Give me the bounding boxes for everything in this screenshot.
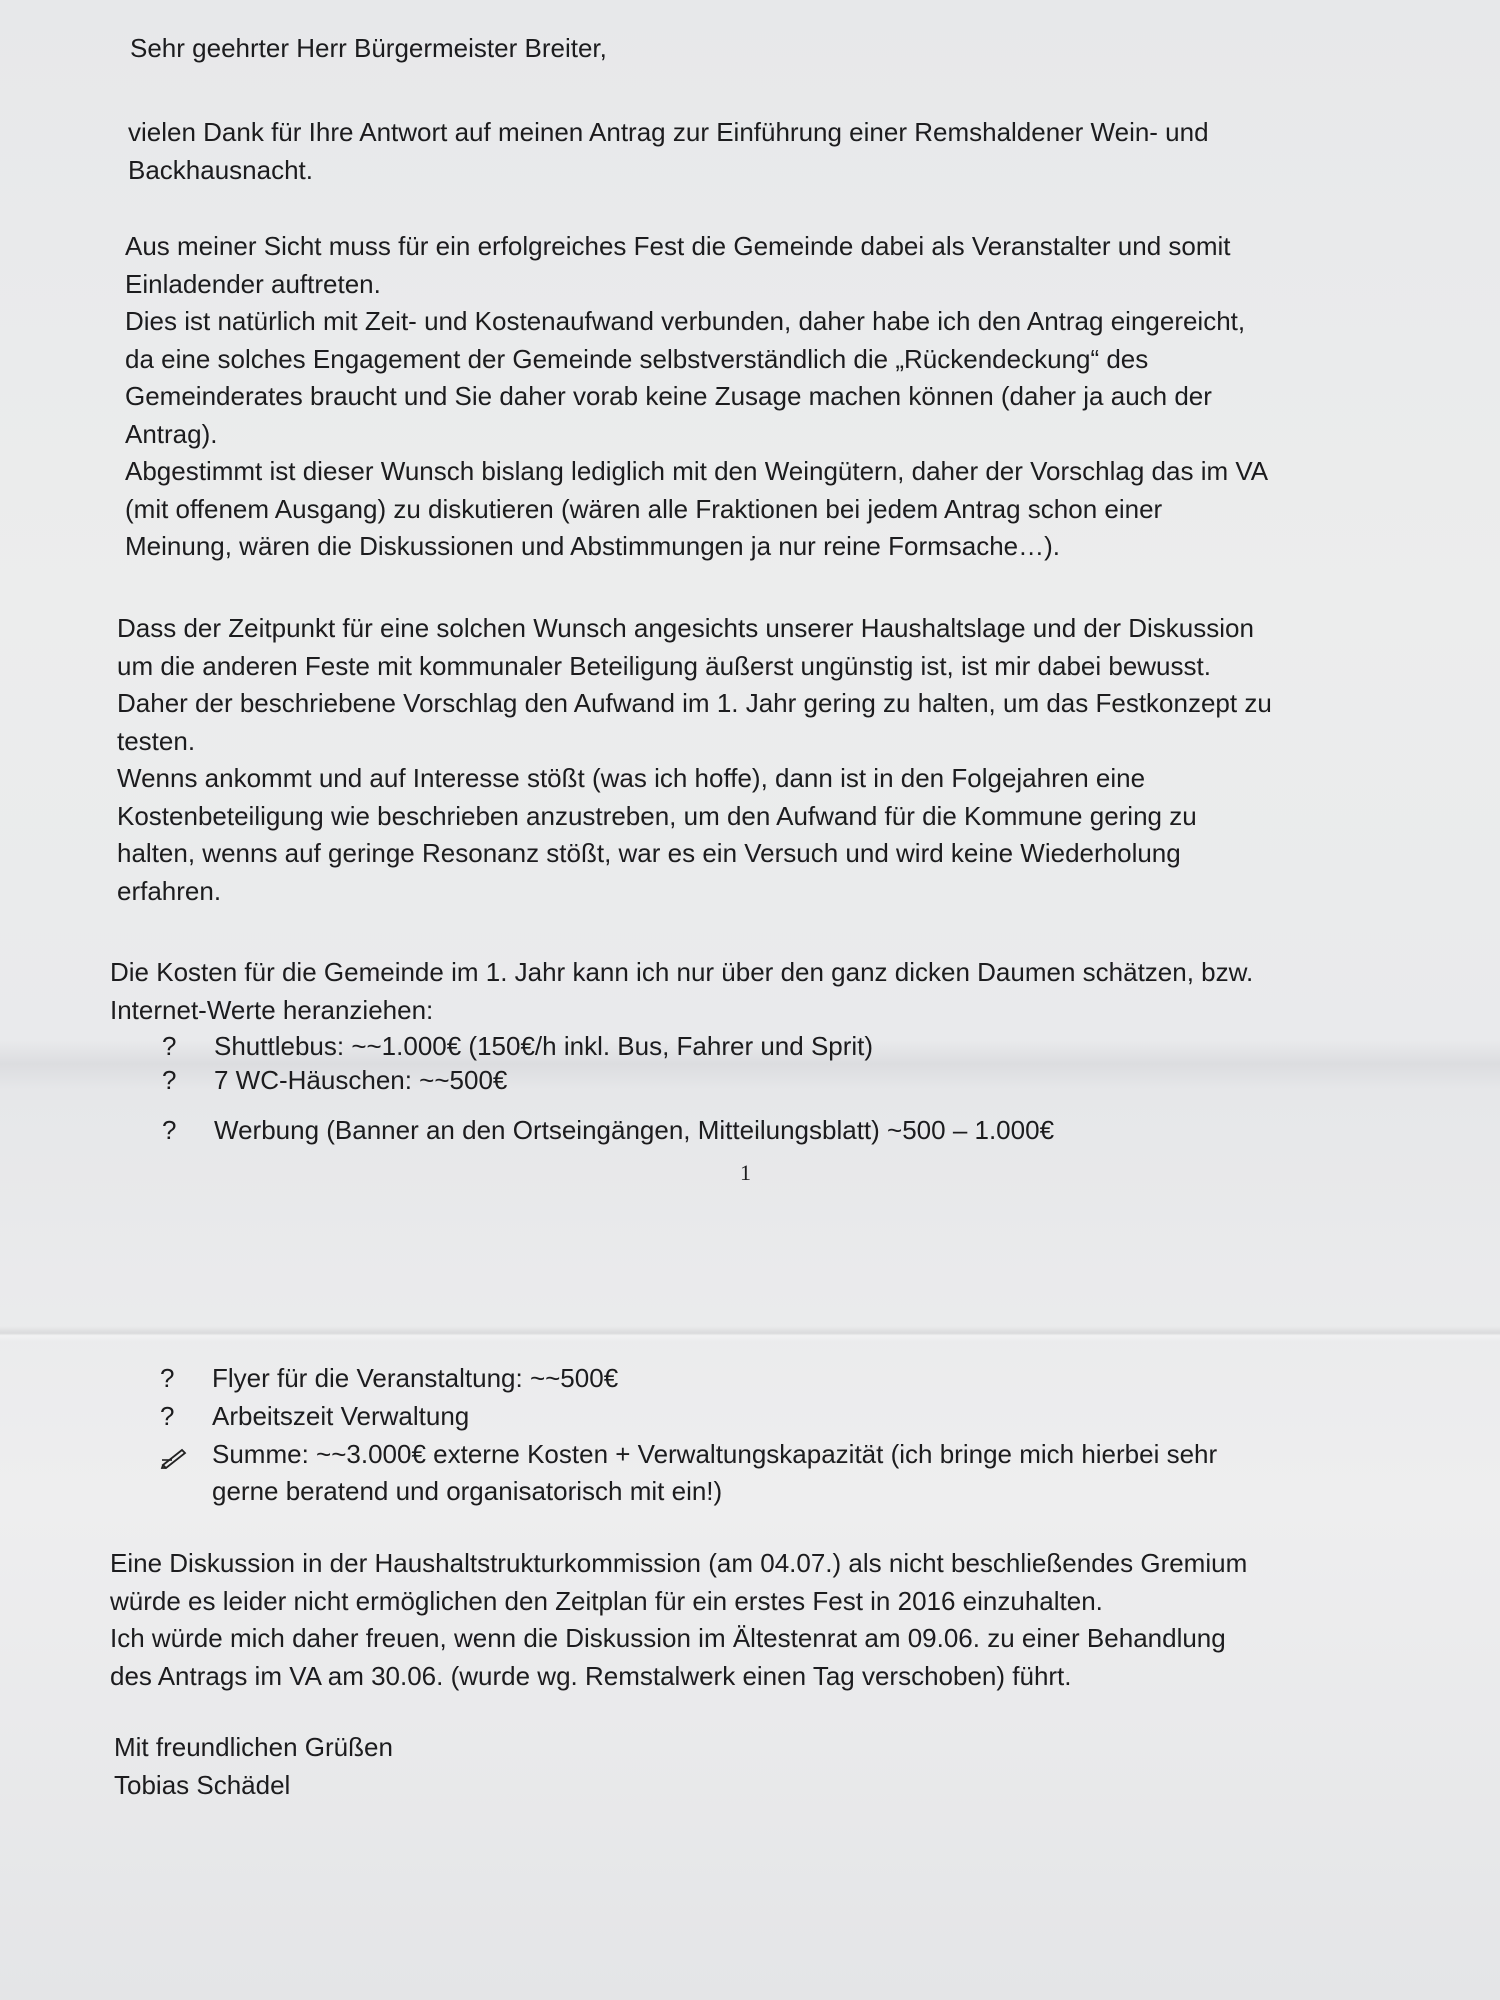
salutation: Sehr geehrter Herr Bürgermeister Breiter, (130, 33, 607, 63)
list-item: ? Flyer für die Veranstaltung: ~~500€ (160, 1363, 619, 1393)
paper-fold (0, 1326, 1500, 1342)
signature: Tobias Schädel (114, 1769, 291, 1800)
paragraph-timing: Dass der Zeitpunkt für eine solchen Wunsch angesichts unserer Haushaltslage und der Diskussion um die anderen Feste mit kommunaler Beteiligung äußerst ungünstig ist, ist mir dabei bewusst. Daher der beschriebene Vorschlag den Aufwand im 1. Jahr gering zu halten, um das Festkonzept zu testen. Wenns ankommt und auf Interesse stößt (was ich hoffe), dann ist in den Folgejahren eine Kostenbeteiligung wie beschrieben anzustreben, um den Aufwand für die Kommune gering zu halten, wenns auf geringe Resonanz stößt, war es ein Versuch und wird keine Wiederholung erfahren. (117, 613, 1272, 906)
paragraph-schedule: Eine Diskussion in der Haushaltstrukturkommission (am 04.07.) als nicht beschließendes Gremium würde es leider nicht ermöglichen den Zeitplan für ein erstes Fest in 2016 einzuhalten. Ich würde mich daher freuen, wenn die Diskussion im Ältestenrat am 09.06. zu einer Behandlung des Antrags im VA am 30.06. (wurde wg. Remstalwerk einen Tag verschoben) führt. (110, 1548, 1248, 1691)
pencil-icon (160, 1442, 190, 1479)
paragraph-costs: Die Kosten für die Gemeinde im 1. Jahr kann ich nur über den ganz dicken Daumen schätzen, bzw. Internet-Werte heranziehen: (110, 957, 1254, 1025)
list-item: ? Arbeitszeit Verwaltung (160, 1401, 470, 1431)
list-item: ? Werbung (Banner an den Ortseingängen, Mitteilungsblatt) ~500 – 1.000€ (162, 1115, 1055, 1145)
closing: Mit freundlichen Grüßen Tobias Schädel (114, 1729, 393, 1804)
list-item: ? 7 WC-Häuschen: ~~500€ (162, 1065, 508, 1095)
paragraph-organizer: Aus meiner Sicht muss für ein erfolgreiches Fest die Gemeinde dabei als Veranstalter und somit Einladender auftreten. Dies ist natürlich mit Zeit- und Kostenaufwand verbunden, daher habe ich den Antrag eingereicht, da eine solches Engagement der Gemeinde selbstverständlich die „Rückendeckung“ des Gemeinderates braucht und Sie daher vorab keine Zusage machen können (daher ja auch der Antrag). Abgestimmt ist dieser Wunsch bislang lediglich mit den Weingütern, daher der Vorschlag das im VA (mit offenem Ausgang) zu diskutieren (wären alle Fraktionen bei jedem Antrag schon einer Meinung, wären die Diskussionen und Abstimmungen ja nur reine Formsache…). (125, 231, 1269, 561)
list-item: ? Shuttlebus: ~~1.000€ (150€/h inkl. Bus, Fahrer und Sprit) (162, 1031, 874, 1061)
paragraph-thanks: vielen Dank für Ihre Antwort auf meinen Antrag zur Einführung einer Remshaldener Wein- und Backhausnacht. (128, 117, 1209, 185)
summary-item: Summe: ~~3.000€ externe Kosten + Verwaltungskapazität (ich bringe mich hierbei sehr gerne beratend und organisatorisch mit ein!) (160, 1436, 1360, 1512)
page-number: 1 (740, 1160, 751, 1185)
